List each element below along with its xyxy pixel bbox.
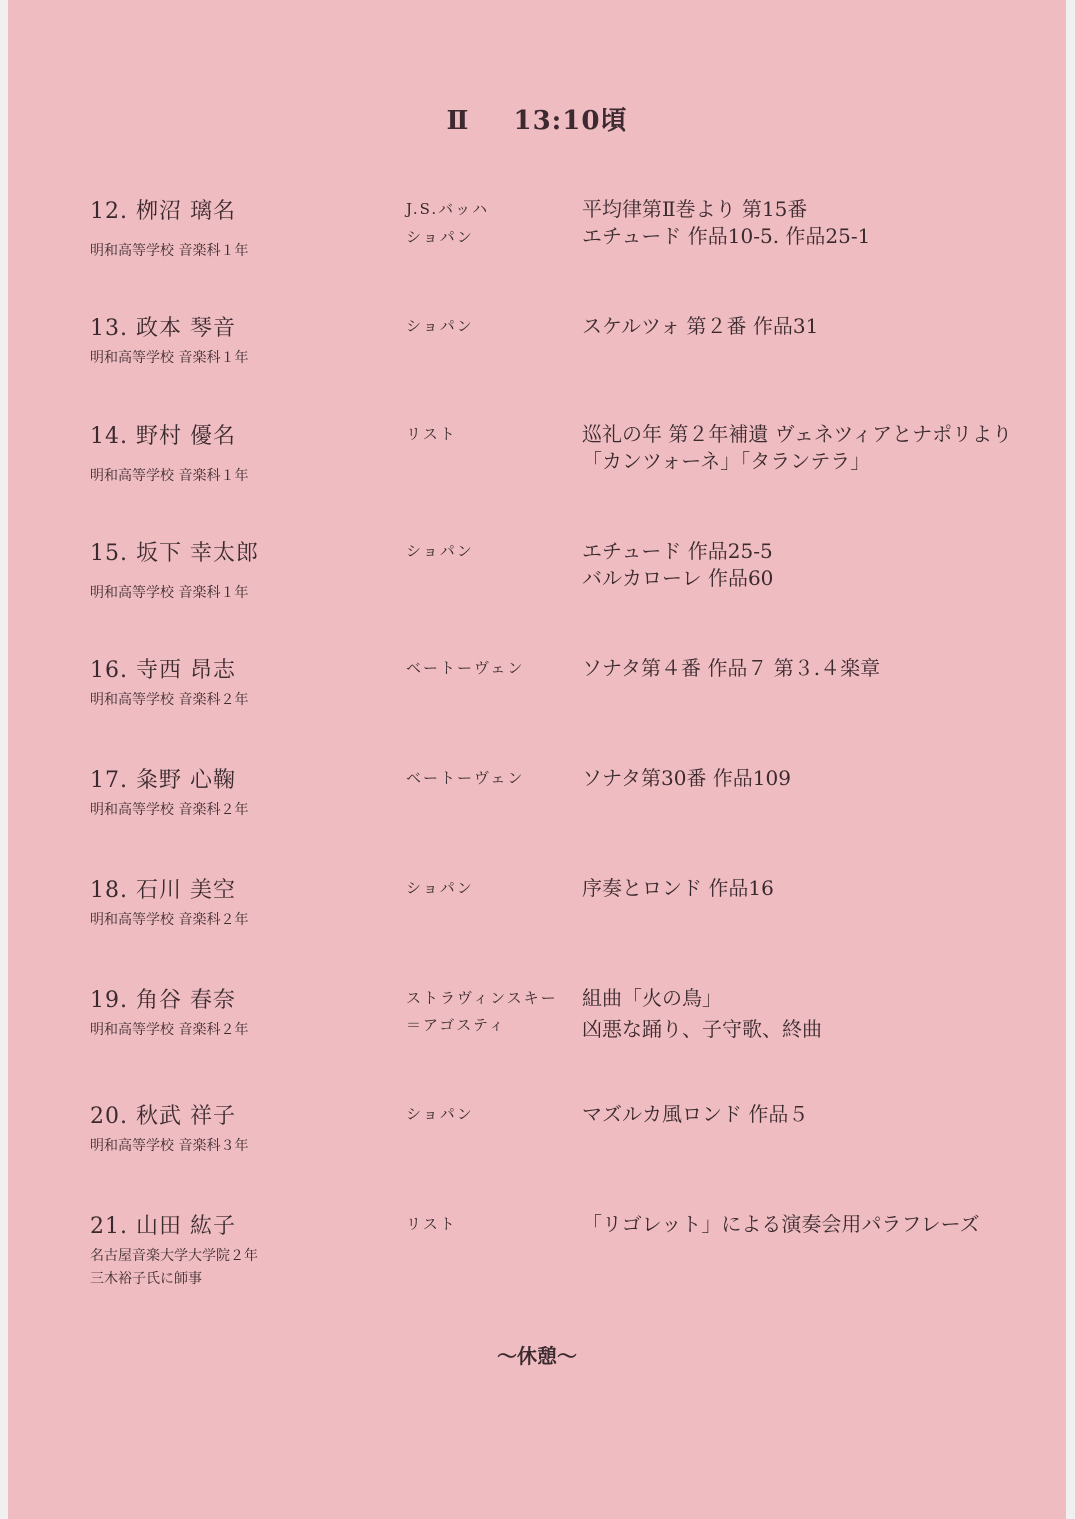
piece-column (582, 1209, 980, 1239)
school-line: 明和高等学校 音楽科２年 (90, 912, 249, 928)
composer-column (406, 313, 474, 340)
piece-title: 組曲「火の鳥」 (582, 986, 722, 1010)
performer-school (90, 1019, 248, 1042)
piece-title: 「カンツォーネ」「タランテラ」 (582, 449, 871, 473)
composer-name: リスト (406, 425, 457, 443)
composer-name: ショパン (406, 1105, 474, 1123)
piece-column (582, 983, 822, 1047)
intermission-label: ～休憩～ (497, 1344, 577, 1368)
performer-school (90, 799, 248, 822)
composer-name: ショパン (406, 542, 474, 560)
performer-school (90, 689, 248, 712)
composer-column (406, 875, 474, 902)
performer-school (90, 1245, 258, 1291)
piece-title: バルカローレ 作品60 (582, 566, 774, 590)
school-line: 三木裕子氏に師事 (90, 1271, 202, 1287)
performer-name: 14. 野村 優名 (90, 424, 236, 449)
piece-title: 平均律第Ⅱ巻より 第15番 (582, 197, 808, 221)
piece-column (582, 194, 870, 256)
performer-name: 15. 坂下 幸太郎 (90, 541, 259, 566)
piece-column (582, 536, 773, 598)
performer-name: 21. 山田 紘子 (90, 1214, 236, 1239)
school-line: 明和高等学校 音楽科１年 (90, 350, 249, 366)
composer-name: ベートーヴェン (406, 659, 525, 677)
performer-name: 17. 粂野 心鞠 (90, 768, 236, 793)
composer-column (406, 985, 558, 1039)
performer-name: 20. 秋武 祥子 (90, 1104, 236, 1129)
performer-school (90, 582, 248, 605)
piece-title: スケルツォ 第２番 作品31 (582, 314, 819, 338)
composer-name: ベートーヴェン (406, 769, 525, 787)
composer-column (406, 655, 524, 682)
piece-column (582, 419, 1012, 481)
school-line: 明和高等学校 音楽科１年 (90, 585, 249, 601)
school-line: 明和高等学校 音楽科２年 (90, 1022, 249, 1038)
school-line: 明和高等学校 音楽科１年 (90, 243, 249, 259)
composer-column (406, 538, 474, 565)
piece-title: エチュード 作品10-5. 作品25-1 (582, 224, 871, 248)
piece-title: 凶悪な踊り、子守歌、終曲 (582, 1017, 822, 1041)
section-header (8, 100, 1066, 137)
section-time: 13:10頃 (513, 106, 628, 136)
performer-name: 12. 栁沼 璃名 (90, 199, 236, 224)
composer-name: J.S.バッハ (406, 200, 490, 218)
performer-name: 18. 石川 美空 (90, 878, 236, 903)
school-line: 明和高等学校 音楽科３年 (90, 1138, 249, 1154)
program-page (8, 0, 1066, 1519)
piece-title: エチュード 作品25-5 (582, 539, 773, 563)
composer-column (406, 765, 524, 792)
performer-name: 16. 寺西 昂志 (90, 658, 236, 683)
piece-title: マズルカ風ロンド 作品５ (582, 1102, 809, 1126)
composer-name: ショパン (406, 228, 474, 246)
piece-title: ソナタ第４番 作品７ 第３.４楽章 (582, 656, 881, 680)
performer-school (90, 240, 248, 263)
piece-title: 序奏とロンド 作品16 (582, 876, 774, 900)
piece-column (582, 311, 818, 341)
performer-school (90, 1135, 248, 1158)
composer-column (406, 1101, 474, 1128)
performer-school (90, 465, 248, 488)
composer-name: ショパン (406, 317, 474, 335)
school-line: 明和高等学校 音楽科１年 (90, 468, 249, 484)
school-line: 明和高等学校 音楽科２年 (90, 692, 249, 708)
composer-name: ショパン (406, 879, 474, 897)
composer-column (406, 1211, 457, 1238)
piece-column (582, 873, 774, 903)
piece-column (582, 653, 880, 683)
composer-column (406, 421, 457, 448)
piece-title: 巡礼の年 第２年補遺 ヴェネツィアとナポリより (582, 422, 1013, 446)
performer-school (90, 347, 248, 370)
performer-name: 13. 政本 琴音 (90, 316, 236, 341)
composer-name: ＝アゴスティ (406, 1016, 506, 1034)
piece-title: ソナタ第30番 作品109 (582, 766, 791, 790)
section-number: Ⅱ (446, 106, 470, 136)
piece-title: 「リゴレット」による演奏会用パラフレーズ (582, 1212, 980, 1236)
composer-name: リスト (406, 1215, 457, 1233)
composer-name: ストラヴィンスキー (406, 989, 558, 1007)
school-line: 名古屋音楽大学大学院２年 (90, 1248, 258, 1264)
performer-name: 19. 角谷 春奈 (90, 988, 236, 1013)
piece-column (582, 763, 791, 793)
piece-column (582, 1099, 808, 1129)
composer-column (406, 196, 489, 257)
school-line: 明和高等学校 音楽科２年 (90, 802, 249, 818)
performer-school (90, 909, 248, 932)
